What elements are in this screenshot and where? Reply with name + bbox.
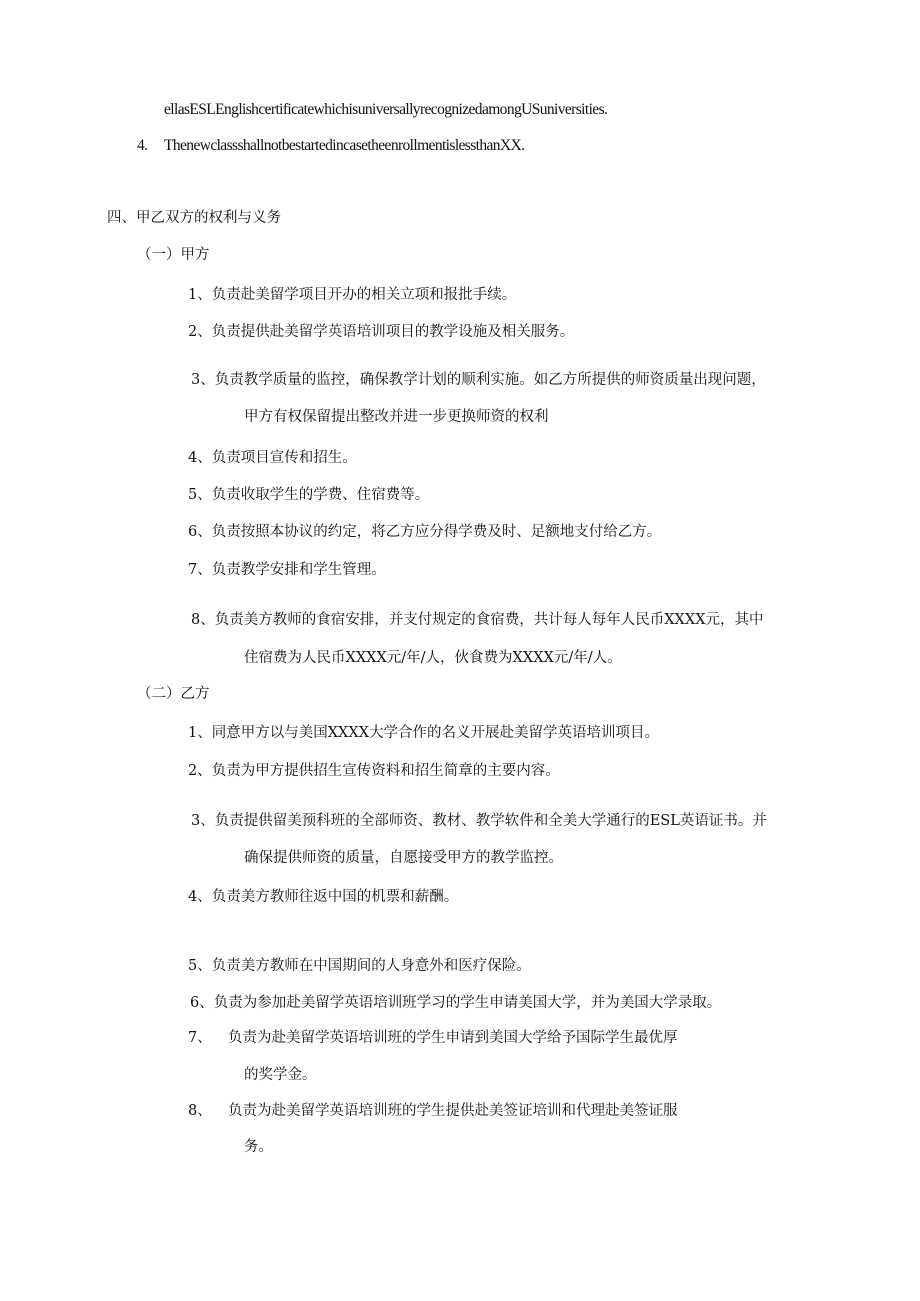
party-b-item-7: 负责为赴美留学英语培训班的学生申请到美国大学给予国际学生最优厚	[228, 1030, 678, 1046]
english-continued-line: ellasESLEnglishcertificatewhichisuniversallyrecognizedamongUSuniversities.	[164, 101, 608, 118]
party-b-item-8: 负责为赴美留学英语培训班的学生提供赴美签证培训和代理赴美签证服	[228, 1103, 678, 1119]
party-b-heading: （二）乙方	[137, 686, 210, 702]
party-a-heading: （一）甲方	[137, 247, 210, 263]
party-a-item-6: 6、负责按照本协议的约定，将乙方应分得学费及时、足额地支付给乙方。	[188, 524, 662, 540]
party-a-item-5: 5、负责收取学生的学费、住宿费等。	[188, 487, 430, 503]
party-b-item-3: 3、负责提供留美预科班的全部师资、教材、教学软件和全美大学通行的ESL英语证书。并	[191, 813, 767, 829]
english-item-4-number: 4.	[137, 137, 148, 154]
party-b-item-6: 6、负责为参加赴美留学英语培训班学习的学生申请美国大学，并为美国大学录取。	[190, 995, 722, 1011]
party-b-item-2: 2、负责为甲方提供招生宣传资料和招生简章的主要内容。	[188, 763, 560, 779]
party-b-item-7-continued: 的奖学金。	[244, 1067, 317, 1083]
party-b-item-8-continued: 务。	[244, 1139, 273, 1155]
party-b-item-4: 4、负责美方教师往返中国的机票和薪酬。	[188, 889, 459, 905]
party-a-item-3-continued: 甲方有权保留提出整改并进一步更换师资的权利	[244, 409, 549, 425]
party-b-item-5: 5、负责美方教师在中国期间的人身意外和医疗保险。	[188, 958, 531, 974]
party-a-item-4: 4、负责项目宣传和招生。	[188, 450, 357, 466]
party-a-item-1: 1、负责赴美留学项目开办的相关立项和报批手续。	[188, 287, 517, 303]
party-b-item-8-number: 8、	[188, 1103, 212, 1119]
party-b-item-3-continued: 确保提供师资的质量，自愿接受甲方的教学监控。	[244, 850, 563, 866]
party-a-item-8-continued: 住宿费为人民币XXXX元/年/人，伙食费为XXXX元/年/人。	[244, 650, 622, 666]
english-item-4-text: ThenewclassshallnotbestartedincasetheenrollmentislessthanXX.	[164, 137, 525, 154]
party-b-item-1: 1、同意甲方以与美国XXXX大学合作的名义开展赴美留学英语培训项目。	[188, 725, 660, 741]
party-a-item-2: 2、负责提供赴美留学英语培训项目的教学设施及相关服务。	[188, 324, 575, 340]
section-4-title: 四、甲乙双方的权利与义务	[107, 210, 281, 226]
party-a-item-3: 3、负责教学质量的监控，确保教学计划的顺利实施。如乙方所提供的师资质量出现问题，	[191, 372, 766, 388]
party-b-item-7-number: 7、	[188, 1030, 212, 1046]
party-a-item-8: 8、负责美方教师的食宿安排，并支付规定的食宿费，共计每人每年人民币XXXX元，其中	[191, 612, 764, 628]
party-a-item-7: 7、负责教学安排和学生管理。	[188, 562, 386, 578]
